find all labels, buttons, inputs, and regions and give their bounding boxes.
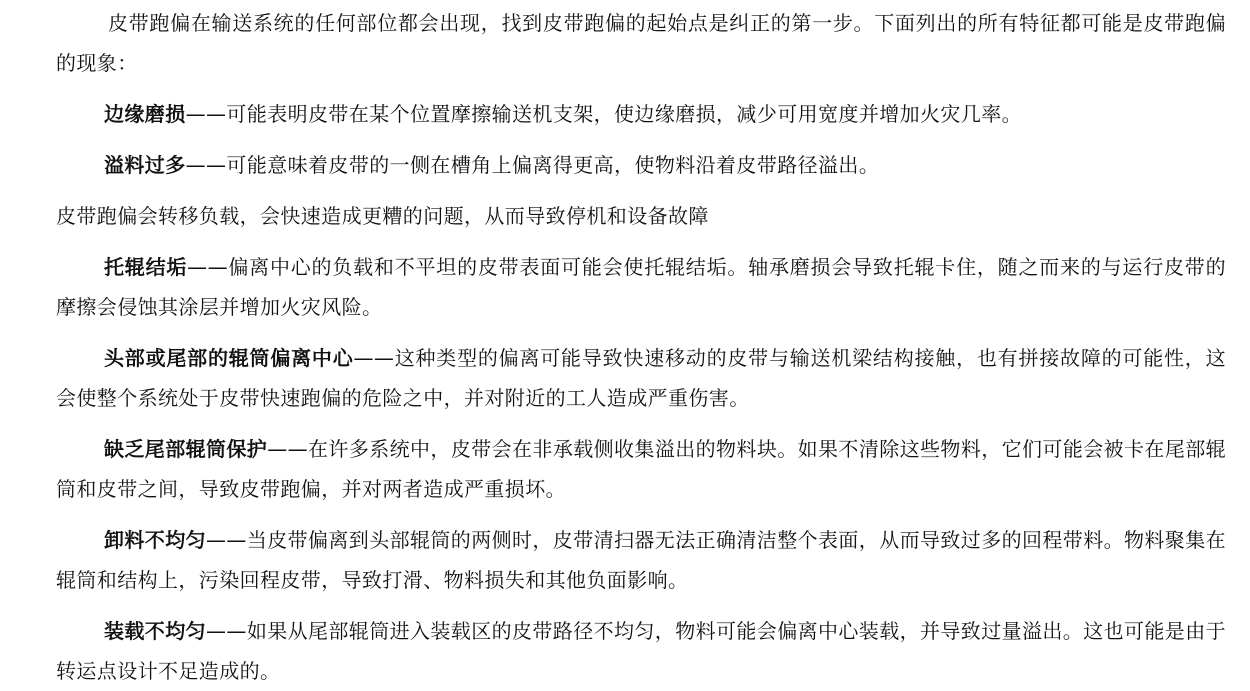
symptom-term: 装载不均匀 [104, 619, 206, 643]
symptom-separator: —— [353, 346, 395, 370]
symptom-excess-spillage [56, 145, 1226, 185]
symptom-idler-fouling [56, 247, 1226, 327]
symptom-description: 这种类型的偏离可能导致快速移动的皮带与输送机梁结构接触，也有拼接故障的可能性，这会使整个系统处于皮带快速跑偏的危险之中，并对附近的工人造成严重伤害。 [56, 346, 1227, 410]
symptom-uneven-loading [56, 611, 1226, 691]
symptom-pulley-off-center [56, 338, 1226, 418]
symptom-description: 可能意味着皮带的一侧在槽角上偏离得更高，使物料沿着皮带路径溢出。 [226, 153, 880, 177]
symptom-description: 当皮带偏离到头部辊筒的两侧时，皮带清扫器无法正确清洁整个表面，从而导致过多的回程带料。物料聚集在辊筒和结构上，污染回程皮带，导致打滑、物料损失和其他负面影响。 [56, 528, 1227, 592]
symptom-description: 如果从尾部辊筒进入装载区的皮带路径不均匀，物料可能会偏离中心装载，并导致过量溢出。这也可能是由于转运点设计不足造成的。 [56, 619, 1227, 683]
symptom-separator: —— [185, 102, 227, 126]
symptom-description: 可能表明皮带在某个位置摩擦输送机支架，使边缘磨损，减少可用宽度并增加火灾几率。 [226, 102, 1023, 126]
intro-paragraph: 皮带跑偏在输送系统的任何部位都会出现，找到皮带跑偏的起始点是纠正的第一步。下面列出的所有特征都可能是皮带跑偏的现象： [56, 11, 1226, 75]
symptom-term: 头部或尾部的辊筒偏离中心 [104, 346, 354, 370]
symptom-separator: —— [187, 255, 228, 279]
load-shift-note: 皮带跑偏会转移负载，会快速造成更糟的问题，从而导致停机和设备故障 [56, 204, 709, 228]
symptom-description: 偏离中心的负载和不平坦的皮带表面可能会使托辊结垢。轴承磨损会导致托辊卡住，随之而来的与运行皮带的摩擦会侵蚀其涂层并增加火灾风险。 [56, 255, 1226, 319]
symptom-term: 托辊结垢 [104, 255, 188, 279]
symptom-separator: —— [267, 437, 309, 461]
symptom-description: 在许多系统中，皮带会在非承载侧收集溢出的物料块。如果不清除这些物料，它们可能会被卡在尾部辊筒和皮带之间，导致皮带跑偏，并对两者造成严重损坏。 [56, 437, 1227, 501]
symptom-term: 溢料过多 [104, 153, 186, 177]
symptom-separator: —— [206, 528, 247, 552]
symptom-tail-pulley-protection [56, 429, 1226, 509]
symptom-uneven-discharge [56, 520, 1226, 600]
symptom-separator: —— [185, 153, 227, 177]
document-body [56, 0, 1226, 691]
symptom-term: 边缘磨损 [104, 102, 186, 126]
symptom-edge-wear [56, 94, 1226, 134]
symptom-term: 缺乏尾部辊筒保护 [104, 437, 268, 461]
symptom-term: 卸料不均匀 [104, 528, 206, 552]
symptom-separator: —— [206, 619, 247, 643]
